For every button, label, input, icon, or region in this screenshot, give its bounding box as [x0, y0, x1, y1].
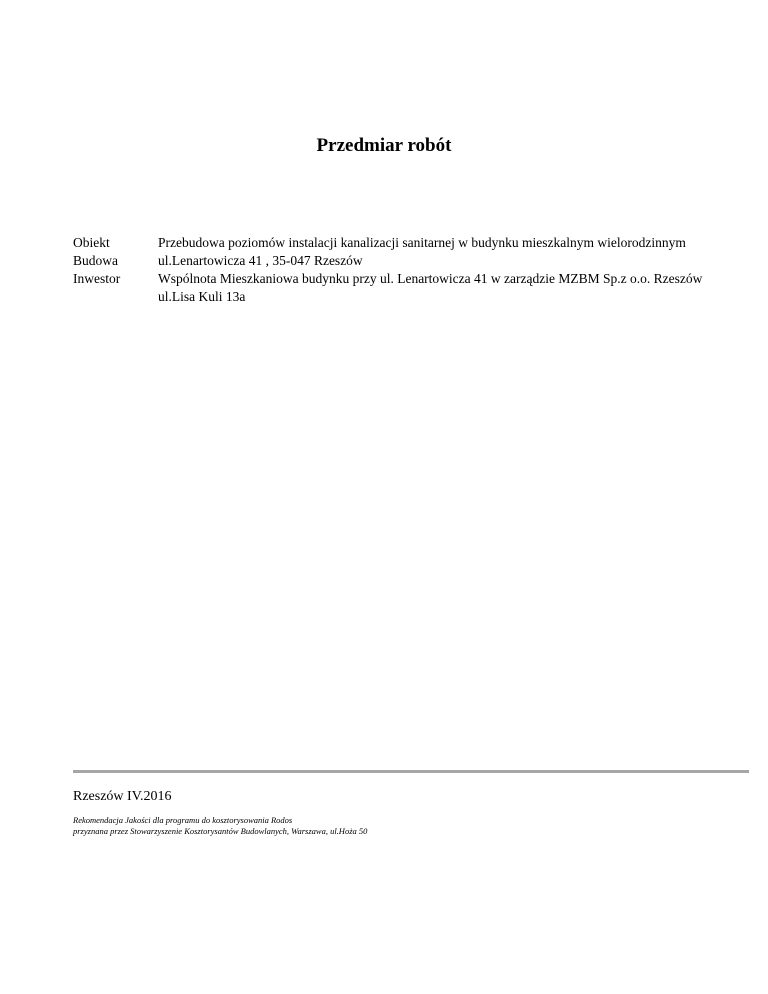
info-row-obiekt [73, 234, 753, 252]
budowa-label: Budowa [73, 253, 118, 268]
recommendation-line-1: Rekomendacja Jakości dla programu do kosztorysowania Rodos [73, 815, 293, 825]
obiekt-value [158, 234, 753, 252]
recommendation-line-2: przyznana przez Stowarzyszenie Kosztorysantów Budowlanych, Warszawa, ul.Hoża 50 [73, 826, 368, 836]
place-date: Rzeszów IV.2016 [73, 789, 172, 804]
budowa-value [158, 252, 753, 270]
recommendation-note [73, 815, 367, 837]
obiekt-label: Obiekt [73, 235, 110, 250]
inwestor-value [158, 270, 753, 306]
inwestor-value-line2: ul.Lisa Kuli 13a [158, 289, 246, 304]
inwestor-value-line1: Wspólnota Mieszkaniowa budynku przy ul. Lenartowicza 41 w zarządzie MZBM Sp.z o.o. Rzeszów [158, 271, 703, 286]
budowa-value-text: ul.Lenartowicza 41 , 35-047 Rzeszów [158, 253, 363, 268]
info-table [73, 234, 753, 306]
footer-divider [73, 770, 749, 773]
document-title: Przedmiar robót [316, 135, 452, 156]
info-row-budowa [73, 252, 753, 270]
obiekt-value-text: Przebudowa poziomów instalacji kanalizacji sanitarnej w budynku mieszkalnym wielorodzinnym [158, 235, 686, 250]
info-row-inwestor [73, 270, 753, 306]
inwestor-label: Inwestor [73, 271, 121, 286]
